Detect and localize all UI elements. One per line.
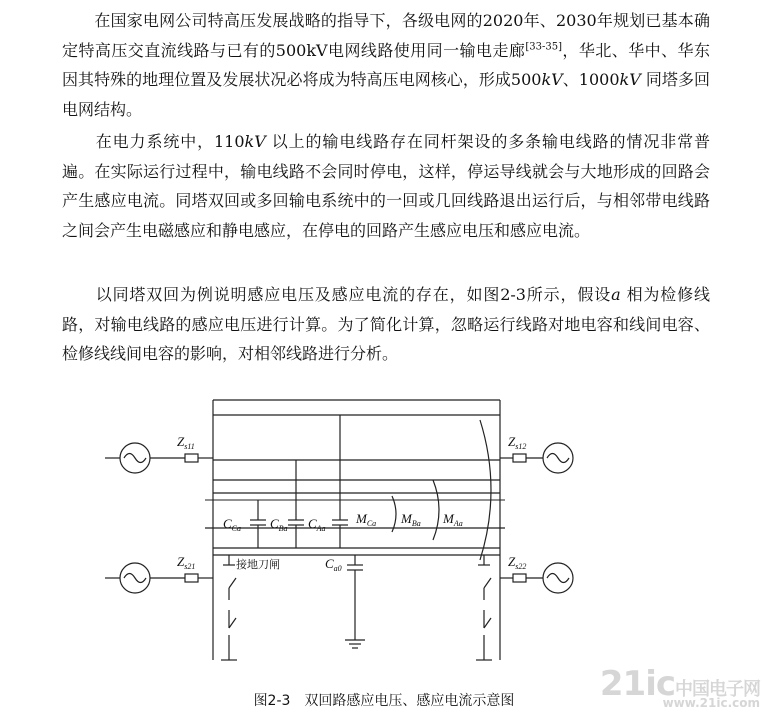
p1-text-a: 在国家电网公司特高压发展战略的指导下，各级电网的2020年、2030年规划已基本确定特高压交直流线路与已有的500kV电网线路使用同一输电走廊 xyxy=(62,11,710,60)
label-mca: $M_{Ca}$ xyxy=(356,511,377,528)
p2-text-b: 以上的输电线路存在同杆架设的多条输电线路的情况非常普遍。在实际运行过程中，输电线路不会同时停电，这样，停运导线就会与大地形成的回路会产生感应电流。同塔双回或多回输电系统中的一回或几回线路退出运行后，与相邻带电线路之间会产生电磁感应和静电感应，在停电的回路产生感应电压和感应电流。 xyxy=(62,132,710,240)
p3-text-a: 以同塔双回为例说明感应电压及感应电流的存在，如图2-3所示，假设 xyxy=(95,285,612,304)
p1-text-c: 、1000 xyxy=(562,70,620,90)
label-zs12: $Z_{s12}$ xyxy=(508,434,527,451)
unit-kv: kV xyxy=(541,70,563,90)
impedance-zs12 xyxy=(513,454,526,462)
label-zs11: $Z_{s11}$ xyxy=(177,434,195,451)
p1-text-b: ，华北、华中、华东因其特殊的地理位置及发展状况必将成为特高压电网核心，形成500 xyxy=(62,40,710,90)
label-zs21: $Z_{s21}$ xyxy=(177,554,196,571)
label-zs22: $Z_{s22}$ xyxy=(508,554,527,571)
unit-kv: kV xyxy=(619,70,641,90)
p3-text-b: 相为检修线路，对输电线路的感应电压进行计算。为了简化计算，忽略运行线路对地电容和线间电容、检修线线间电容的影响，对相邻线路进行分析。 xyxy=(62,285,710,364)
label-maa: $M_{Aa}$ xyxy=(443,511,463,528)
label-ca0: $C_{a0}$ xyxy=(325,556,342,573)
unit-kv: kV xyxy=(244,132,266,151)
p2-text-a: 在电力系统中，110 xyxy=(95,132,245,151)
label-cba: $C_{Ba}$ xyxy=(270,516,288,533)
impedance-zs21 xyxy=(185,574,198,582)
figure-caption: 图2-3 双回路感应电压、感应电流示意图 xyxy=(253,693,515,709)
label-cca: $C_{Ca}$ xyxy=(223,516,242,533)
impedance-zs22 xyxy=(513,574,526,582)
watermark-url: www.21ic.com xyxy=(662,696,760,710)
impedance-zs11 xyxy=(185,454,198,462)
watermark-brand: 21ic xyxy=(599,664,675,704)
watermark-brand-cn: 中国电子网 xyxy=(675,679,760,700)
label-caa: $C_{Aa}$ xyxy=(308,516,326,533)
citation: [33-35] xyxy=(525,41,562,53)
watermark-logo xyxy=(600,664,760,710)
label-mba: $M_{Ba}$ xyxy=(401,511,421,528)
p1-text-d: 同塔多回电网结构。 xyxy=(62,70,710,119)
label-ground-switch: 接地刀闸 xyxy=(236,558,280,571)
phase-variable: a xyxy=(611,285,621,304)
